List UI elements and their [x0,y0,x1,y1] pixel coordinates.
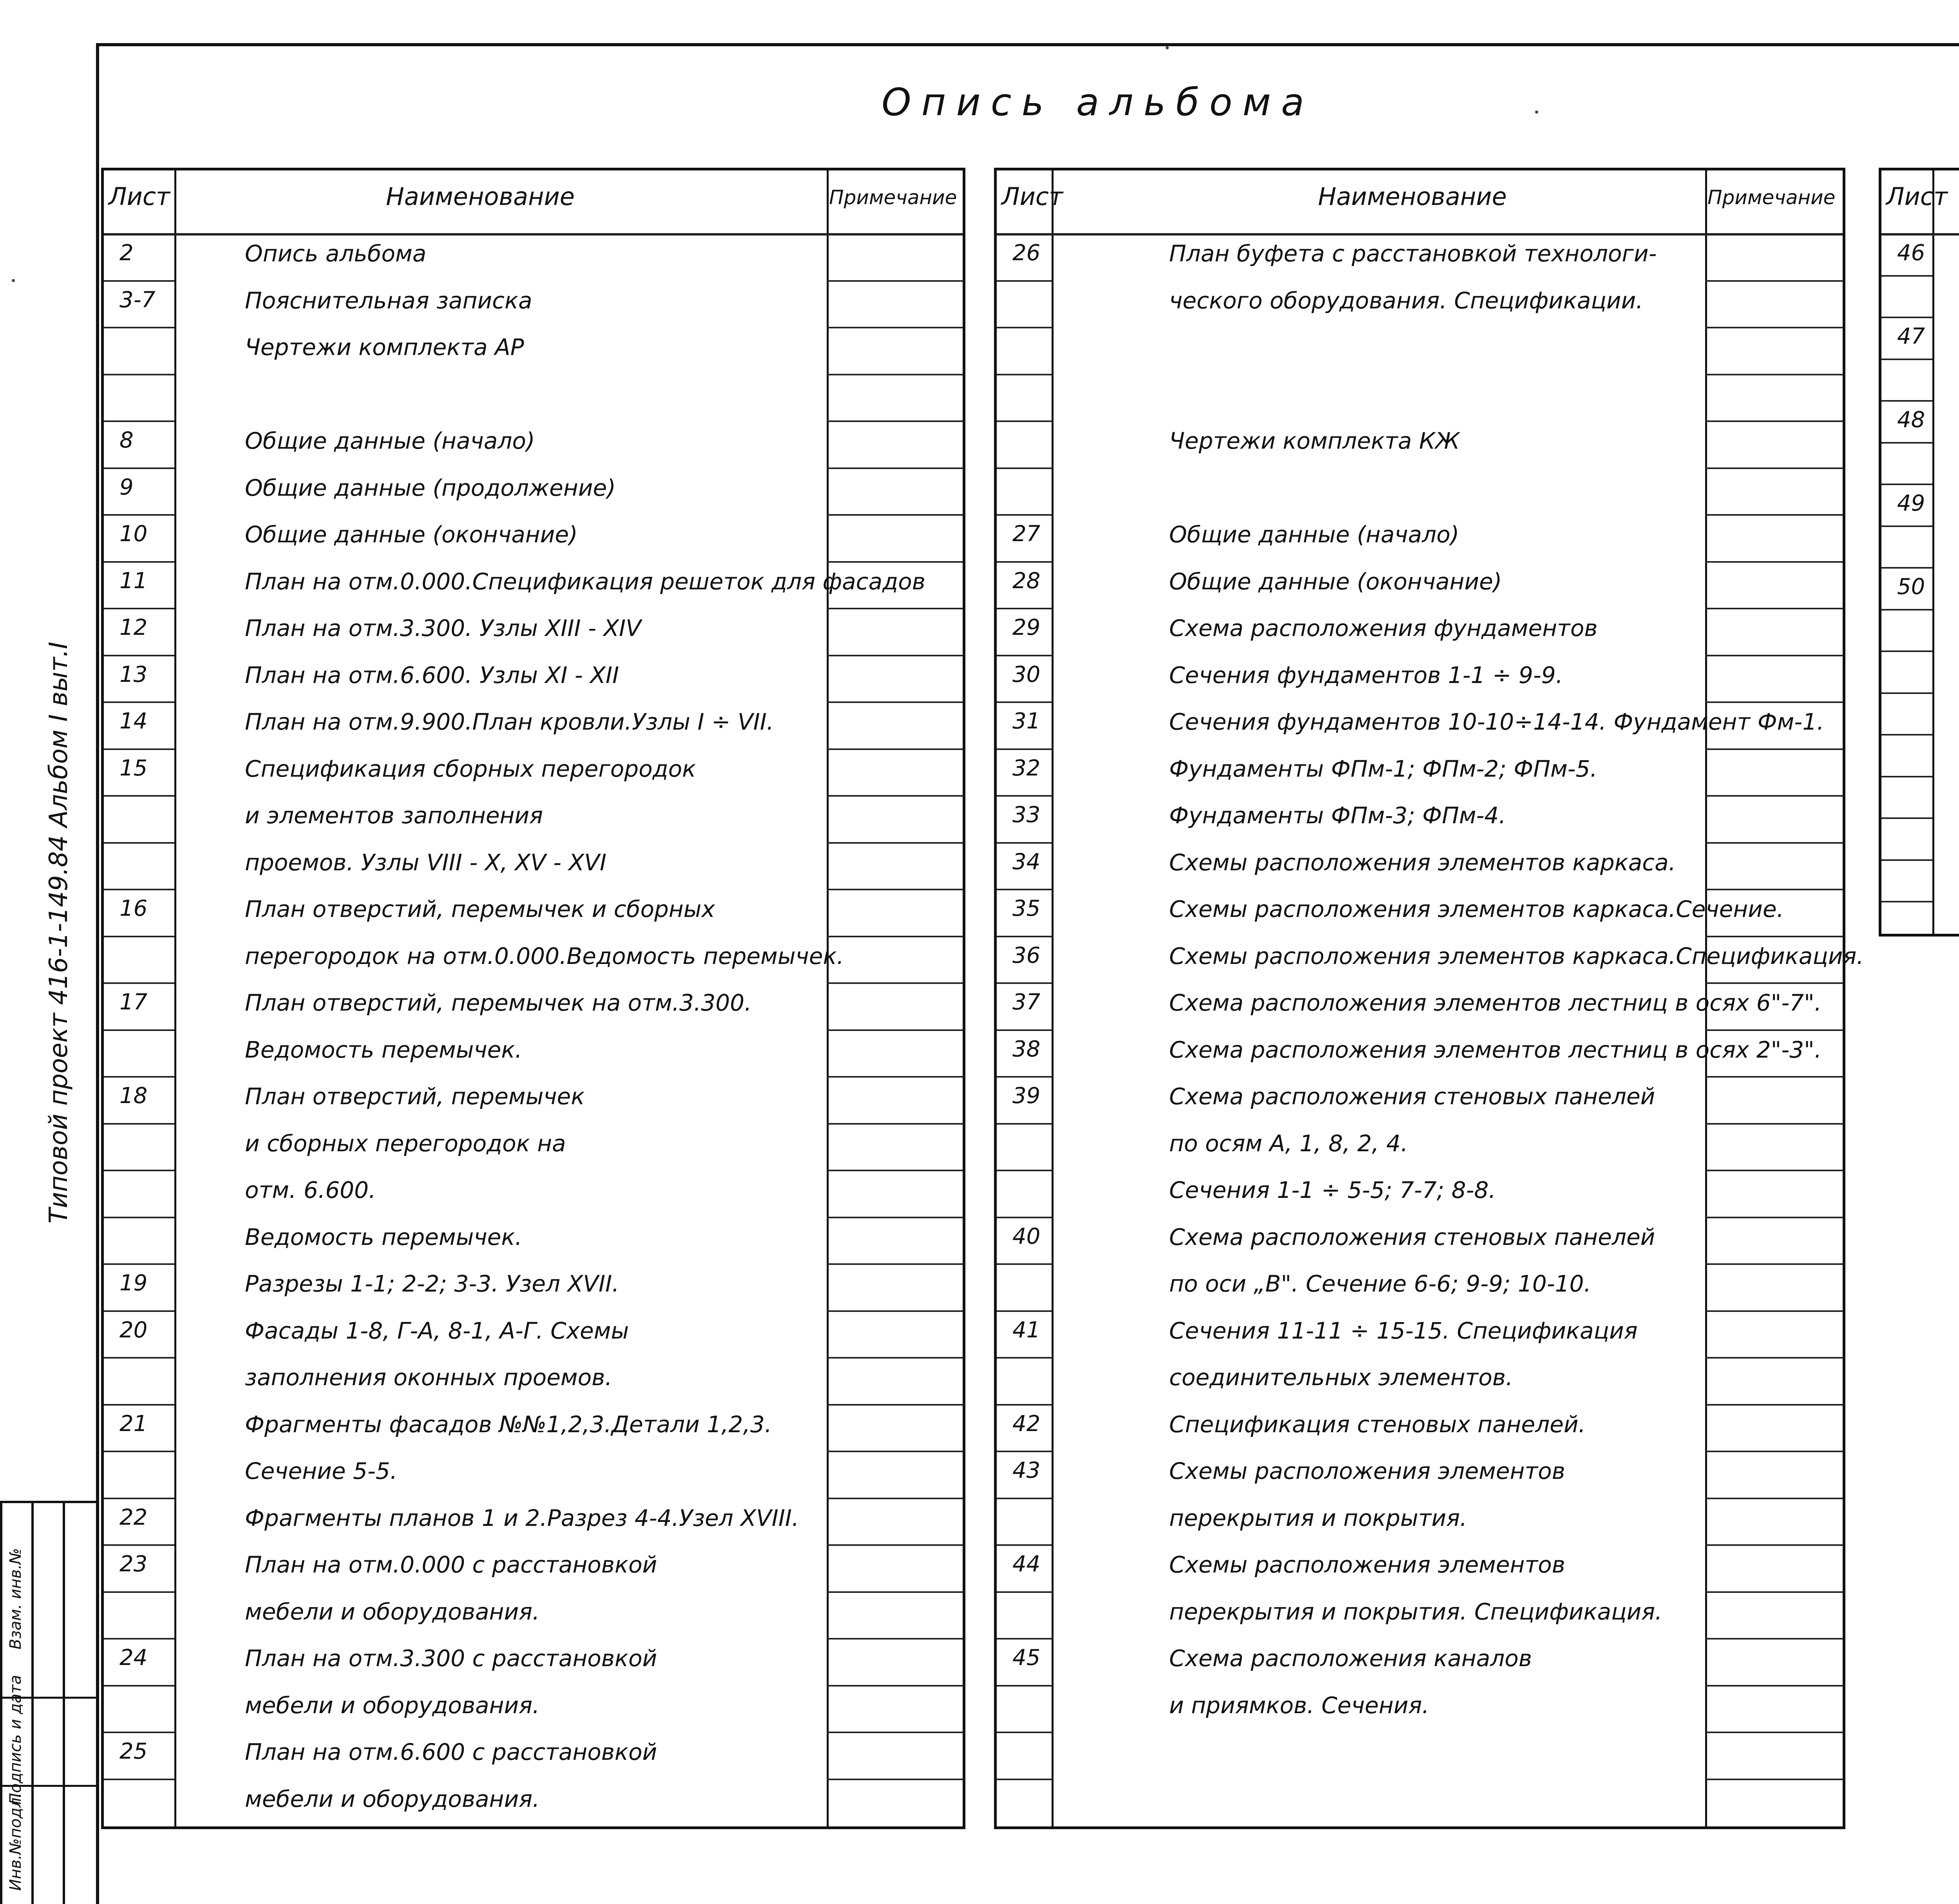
row-divider [104,982,174,984]
row-divider [827,1217,963,1218]
row-divider [997,420,1052,422]
row-divider [1881,650,1932,652]
row-divider [1705,374,1843,375]
header-note: Примечание [1707,186,1836,209]
row-sheet-number: 48 [1897,407,1925,433]
row-divider [827,1357,963,1359]
row-title: ческого оборудования. Спецификации. [1169,287,1643,314]
row-title: отм. 6.600. [245,1177,376,1203]
row-divider [104,467,174,469]
row-title: Опись альбома [245,240,427,267]
row-sheet-number: 40 [1012,1223,1041,1249]
row-sheet-number: 41 [1012,1317,1041,1343]
row-sheet-number: 13 [119,661,148,687]
row-sheet-number: 9 [119,474,134,500]
row-title: Сечения 1-1 ÷ 5-5; 7-7; 8-8. [1169,1177,1496,1203]
row-divider [1881,484,1932,485]
header-divider [104,233,963,236]
row-divider [997,467,1052,469]
row-divider [104,561,174,563]
row-divider [827,1123,963,1125]
row-sheet-number: 31 [1012,708,1041,734]
row-sheet-number: 35 [1012,896,1041,921]
row-title: Схемы расположения элементов каркаса.Сечение. [1169,896,1784,922]
row-divider [1881,776,1932,777]
row-title: План на отм.9.900.План кровли.Узлы I ÷ VII. [245,708,774,735]
header-name: Наименование [1318,182,1507,211]
header-name: Наименование [386,182,575,211]
contents-table-2 [994,168,1864,1829]
row-title: План на отм.0.000.Спецификация решеток для фасадов [245,568,925,595]
row-divider [1705,936,1843,937]
row-sheet-number: 10 [119,521,148,547]
row-title: Сечения фундаментов 10-10÷14-14. Фундамент Фм-1. [1169,708,1824,735]
row-title: Спецификация сборных перегородок [245,755,696,782]
row-title: Разрезы 1-1; 2-2; 3-3. Узел XVII. [245,1270,619,1297]
row-divider [827,1310,963,1312]
column-divider [827,170,829,1826]
stamp-col-line [31,1501,34,1904]
row-divider [1705,701,1843,703]
row-divider [104,842,174,844]
row-divider [997,842,1052,844]
row-divider [1705,561,1843,563]
row-title: План на отм.3.300. Узлы XIII - XIV [245,615,641,641]
row-title: Фундаменты ФПм-1; ФПм-2; ФПм-5. [1169,755,1597,782]
row-divider [827,514,963,516]
row-divider [1705,1638,1843,1640]
row-title: Ведомость перемычек. [245,1036,522,1063]
row-divider [827,1591,963,1593]
row-divider [104,889,174,890]
row-divider [104,1451,174,1452]
row-divider [997,1357,1052,1359]
row-divider [827,1029,963,1031]
row-divider [1705,842,1843,844]
row-sheet-number: 37 [1012,989,1041,1015]
row-sheet-number: 44 [1012,1551,1041,1577]
stray-mark [1166,46,1169,49]
row-title: Схемы расположения элементов [1169,1551,1565,1578]
row-divider [997,280,1052,282]
row-divider [827,608,963,609]
row-sheet-number: 18 [119,1083,148,1109]
row-sheet-number: 33 [1012,802,1041,828]
header-note: Примечание [829,186,957,209]
row-title: План отверстий, перемычек на отм.3.300. [245,989,752,1016]
row-divider [104,795,174,797]
row-title: мебели и оборудования. [245,1598,540,1625]
row-title: Схемы расположения элементов каркаса. [1169,849,1676,876]
row-divider [827,1451,963,1452]
row-title: мебели и оборудования. [245,1785,540,1812]
row-divider [997,1123,1052,1125]
row-title: План буфета с расстановкой технологи- [1169,240,1657,267]
row-divider [997,1263,1052,1265]
row-title: Ведомость перемычек. [245,1223,522,1250]
row-divider [827,1076,963,1078]
stray-mark [12,279,15,282]
row-divider [827,374,963,375]
row-divider [104,1732,174,1733]
row-sheet-number: 17 [119,989,148,1015]
row-divider [104,1170,174,1171]
row-divider [827,748,963,750]
row-title: Пояснительная записка [245,287,532,314]
row-title: План на отм.6.600. Узлы XI - XII [245,661,619,688]
row-sheet-number: 24 [119,1645,148,1670]
row-divider [1705,795,1843,797]
row-divider [104,1404,174,1406]
row-divider [104,1076,174,1078]
row-divider [104,1357,174,1359]
row-divider [827,1544,963,1546]
row-divider [1705,1310,1843,1312]
row-divider [997,561,1052,563]
row-divider [997,889,1052,890]
row-sheet-number: 43 [1012,1458,1041,1483]
row-divider [1705,1685,1843,1687]
row-divider [827,1170,963,1171]
row-divider [827,561,963,563]
row-divider [104,1217,174,1218]
row-title: План на отм.6.600 с расстановкой [245,1739,657,1765]
row-title: План отверстий, перемычек [245,1083,585,1110]
row-sheet-number: 36 [1012,942,1041,968]
row-divider [997,701,1052,703]
row-divider [1705,1123,1843,1125]
row-sheet-number: 32 [1012,755,1041,781]
row-title: мебели и оборудования. [245,1692,540,1719]
row-sheet-number: 27 [1012,521,1041,547]
row-divider [827,1685,963,1687]
row-divider [997,1591,1052,1593]
row-divider [1705,889,1843,890]
row-divider [997,1544,1052,1546]
row-divider [827,1779,963,1780]
row-divider [1881,817,1932,819]
row-title: перегородок на отм.0.000.Ведомость перемычек. [245,942,844,969]
row-title: Сечения фундаментов 1-1 ÷ 9-9. [1169,661,1563,688]
row-title: по оси „В". Сечение 6-6; 9-9; 10-10. [1169,1270,1591,1297]
row-divider [104,1123,174,1125]
row-title: Схема расположения элементов лестниц в осях 6"-7". [1169,989,1822,1016]
row-divider [104,514,174,516]
row-sheet-number: 49 [1897,491,1925,516]
row-sheet-number: 23 [119,1551,148,1577]
row-divider [1881,692,1932,694]
row-divider [997,1029,1052,1031]
stamp-label-sign: Подпись и дата [7,1675,25,1805]
row-divider [1705,1498,1843,1499]
row-divider [827,1638,963,1640]
row-divider [1705,1076,1843,1078]
row-divider [827,327,963,328]
row-divider [827,467,963,469]
row-title: и элементов заполнения [245,802,543,829]
row-divider [1705,1170,1843,1171]
row-title: Общие данные (начало) [245,428,535,454]
header-divider [1881,233,1959,236]
row-divider [827,795,963,797]
row-title: Чертежи комплекта АР [245,334,524,361]
row-title: План на отм.3.300 с расстановкой [245,1645,657,1672]
row-sheet-number: 3-7 [119,287,156,313]
row-divider [1881,859,1932,861]
row-title: и приямков. Сечения. [1169,1692,1429,1719]
row-divider [1705,1357,1843,1359]
row-title: Фрагменты планов 1 и 2.Разрез 4-4.Узел XVIII. [245,1504,799,1531]
row-divider [827,420,963,422]
row-divider [1705,514,1843,516]
row-divider [997,1779,1052,1780]
row-divider [1705,1029,1843,1031]
row-divider [997,374,1052,375]
row-divider [1705,748,1843,750]
stamp-label-inv: Инв.№подл. [7,1792,25,1891]
row-divider [1881,901,1932,902]
row-divider [104,655,174,656]
row-title: Общие данные (продолжение) [245,474,616,501]
row-divider [1881,609,1932,611]
row-title: соединительных элементов. [1169,1364,1513,1391]
row-divider [1705,280,1843,282]
row-title: Схема расположения каналов [1169,1645,1532,1672]
row-sheet-number: 38 [1012,1036,1041,1062]
contents-table-3 [1879,168,1959,937]
row-divider [1705,467,1843,469]
header-divider [997,233,1843,236]
row-divider [1705,1591,1843,1593]
row-divider [1705,1544,1843,1546]
row-divider [997,1170,1052,1171]
row-divider [104,1498,174,1499]
row-title: Схемы расположения элементов [1169,1458,1565,1484]
row-divider [1705,327,1843,328]
row-title: Фрагменты фасадов №№1,2,3.Детали 1,2,3. [245,1411,772,1438]
row-title: Сечения 11-11 ÷ 15-15. Спецификация [1169,1317,1638,1344]
row-title: Схема расположения стеновых панелей [1169,1223,1655,1250]
row-sheet-number: 29 [1012,615,1041,640]
row-divider [1881,734,1932,736]
stamp-label-replace: Взам. инв.№ [7,1548,25,1650]
row-divider [1705,1217,1843,1218]
row-divider [827,889,963,890]
row-divider [104,280,174,282]
row-divider [827,982,963,984]
contents-table-1 [101,168,965,1829]
row-divider [1881,317,1932,318]
row-divider [997,608,1052,609]
row-sheet-number: 34 [1012,849,1041,875]
row-title: Общие данные (окончание) [245,521,578,548]
row-title: заполнения оконных проемов. [245,1364,612,1391]
row-divider [827,1732,963,1733]
row-divider [1705,1263,1843,1265]
row-divider [1881,567,1932,569]
row-sheet-number: 11 [119,568,148,594]
row-sheet-number: 39 [1012,1083,1041,1109]
row-divider [997,1310,1052,1312]
row-divider [104,1029,174,1031]
row-title: Сечение 5-5. [245,1458,398,1484]
row-divider [1881,442,1932,444]
row-divider [104,1263,174,1265]
row-divider [104,936,174,937]
row-divider [1705,420,1843,422]
stray-mark [1535,111,1538,114]
row-divider [997,748,1052,750]
row-title: Общие данные (начало) [1169,521,1459,548]
row-title: Схема расположения стеновых панелей [1169,1083,1655,1110]
stamp-top-border [0,1501,96,1503]
column-divider [1052,170,1054,1826]
row-divider [104,608,174,609]
row-divider [104,1779,174,1780]
row-sheet-number: 15 [119,755,148,781]
stamp-col-line [63,1501,65,1904]
row-divider [997,514,1052,516]
row-title: Чертежи комплекта КЖ [1169,428,1460,454]
row-divider [997,1498,1052,1499]
row-divider [1881,400,1932,402]
row-sheet-number: 50 [1897,574,1925,600]
row-divider [827,1498,963,1499]
row-title: План на отм.0.000 с расстановкой [245,1551,657,1578]
row-title: перекрытия и покрытия. [1169,1504,1467,1531]
row-title: План отверстий, перемычек и сборных [245,896,715,922]
row-divider [1881,359,1932,360]
row-divider [1705,1404,1843,1406]
side-title: Типовой проект 416-1-149.84 Альбом I выт.I [44,641,73,1224]
row-divider [997,982,1052,984]
row-divider [104,327,174,328]
row-divider [827,655,963,656]
row-sheet-number: 28 [1012,568,1041,594]
row-divider [997,1076,1052,1078]
row-divider [997,795,1052,797]
row-title: перекрытия и покрытия. Спецификация. [1169,1598,1662,1625]
row-sheet-number: 12 [119,615,148,640]
row-sheet-number: 2 [119,240,134,266]
row-sheet-number: 19 [119,1270,148,1296]
row-divider [997,1217,1052,1218]
row-divider [1881,525,1932,527]
row-sheet-number: 46 [1897,240,1925,266]
row-sheet-number: 45 [1012,1645,1041,1670]
stamp-col-line [0,1501,2,1904]
row-divider [104,1591,174,1593]
header-sheet: Лист [109,182,170,211]
row-divider [827,1263,963,1265]
row-sheet-number: 26 [1012,240,1041,266]
row-title: проемов. Узлы VIII - X, XV - XVI [245,849,607,876]
row-divider [827,701,963,703]
row-divider [997,936,1052,937]
row-divider [997,655,1052,656]
row-sheet-number: 8 [119,428,134,453]
row-sheet-number: 47 [1897,324,1925,349]
row-divider [1705,982,1843,984]
row-sheet-number: 30 [1012,661,1041,687]
row-sheet-number: 20 [119,1317,148,1343]
row-divider [997,327,1052,328]
row-title: Фундаменты ФПм-3; ФПм-4. [1169,802,1506,829]
row-divider [827,842,963,844]
column-divider [174,170,176,1826]
row-divider [104,374,174,375]
row-title: и сборных перегородок на [245,1130,566,1157]
row-title: Спецификация стеновых панелей. [1169,1411,1586,1438]
row-divider [1705,655,1843,656]
header-sheet: Лист [1886,182,1948,211]
row-sheet-number: 25 [119,1739,148,1764]
row-title: по осям А, 1, 8, 2, 4. [1169,1130,1408,1157]
row-divider [997,1451,1052,1452]
row-sheet-number: 16 [119,896,148,921]
header-sheet: Лист [1001,182,1063,211]
row-sheet-number: 21 [119,1411,148,1437]
row-divider [104,1310,174,1312]
row-sheet-number: 22 [119,1504,148,1530]
row-divider [997,1638,1052,1640]
row-divider [104,1544,174,1546]
row-title: Фасады 1-8, Г-А, 8-1, А-Г. Схемы [245,1317,629,1344]
row-divider [997,1732,1052,1733]
row-divider [104,420,174,422]
row-divider [827,280,963,282]
row-divider [104,748,174,750]
row-sheet-number: 42 [1012,1411,1041,1437]
column-divider [1932,170,1934,934]
row-divider [1705,1732,1843,1733]
row-divider [997,1404,1052,1406]
row-sheet-number: 14 [119,708,148,734]
row-divider [997,1685,1052,1687]
row-divider [1705,1779,1843,1780]
page-title: Опись альбома [882,80,1314,124]
row-title: Схема расположения фундаментов [1169,615,1598,641]
row-divider [104,1638,174,1640]
row-divider [1705,608,1843,609]
row-title: Схема расположения элементов лестниц в осях 2"-3". [1169,1036,1822,1063]
row-divider [1881,275,1932,277]
row-divider [827,936,963,937]
row-divider [827,1404,963,1406]
row-divider [104,1685,174,1687]
row-title: Схемы расположения элементов каркаса.Спецификация. [1169,942,1864,969]
row-title: Общие данные (окончание) [1169,568,1502,595]
row-divider [1705,1451,1843,1452]
row-divider [104,701,174,703]
